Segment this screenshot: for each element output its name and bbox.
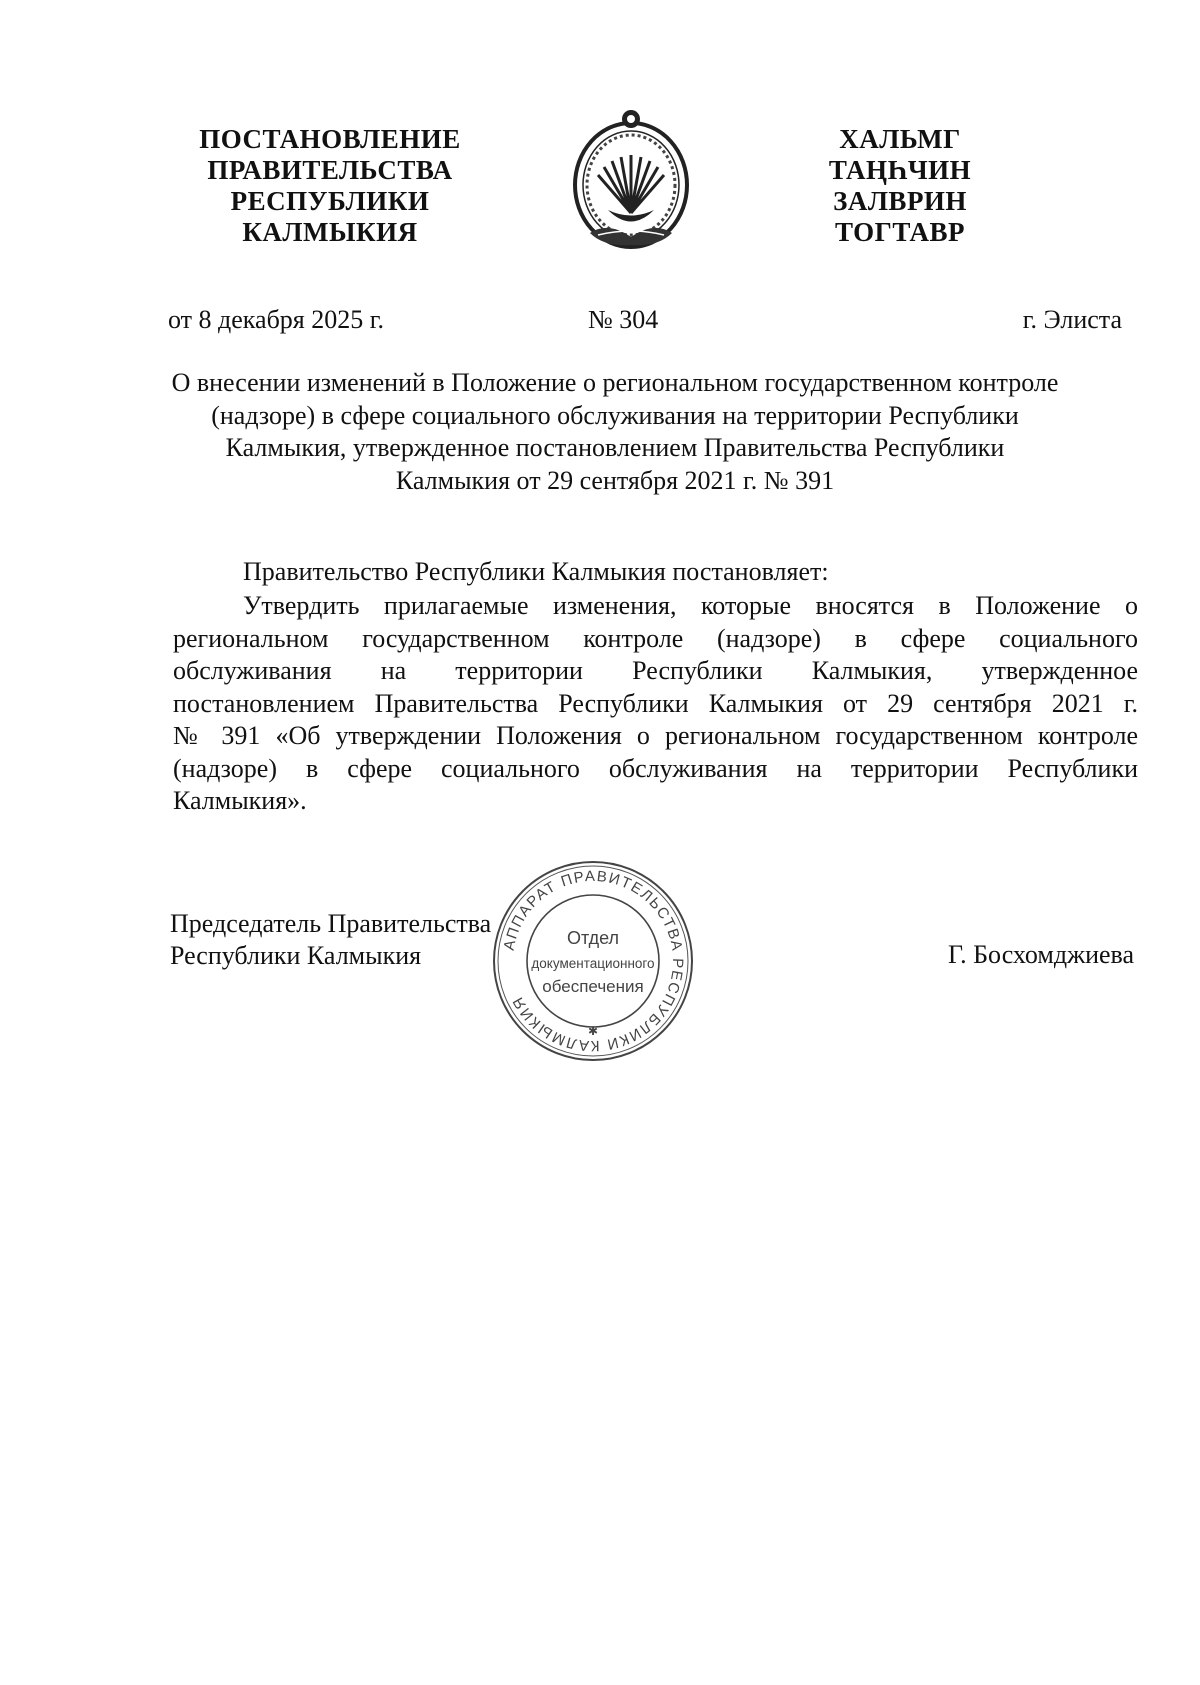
subject-line: О внесении изменений в Положение о региональном государственном контроле: [171, 368, 1059, 397]
header-left-line: РЕСПУБЛИКИ: [230, 186, 430, 216]
official-stamp: [490, 858, 696, 1064]
header-left-line: КАЛМЫКИЯ: [242, 217, 418, 247]
body-line: постановлением Правительства Республики Калмыкия от 29 сентября 2021 г.: [173, 688, 1138, 718]
stamp-ring-text: АППАРАТ ПРАВИТЕЛЬСТВА РЕСПУБЛИКИ КАЛМЫКИЯ: [500, 867, 687, 1055]
header-right-title: [785, 124, 1015, 248]
header-left-title: [180, 124, 480, 248]
document-subject: [160, 367, 1070, 497]
subject-line: Калмыкия от 29 сентября 2021 г. № 391: [395, 465, 835, 495]
body-paragraph: [173, 590, 1138, 818]
body-line-last: Калмыкия».: [173, 786, 307, 815]
kalmykia-coat-of-arms-icon: [568, 105, 694, 255]
header-right-line: ХАЛЬМГ: [839, 124, 961, 154]
header-right-line: ТОГТАВР: [835, 217, 965, 247]
stamp-center-line: документационного: [531, 956, 655, 971]
document-city: г. Элиста: [1022, 305, 1122, 334]
stamp-center-line: обеспечения: [542, 977, 644, 996]
signatory-title: [170, 908, 491, 972]
header-right-line: ТАҢҺЧИН: [828, 155, 972, 185]
signatory-title-line: Республики Калмыкия: [170, 941, 422, 970]
body-intro: Правительство Республики Калмыкия постановляет:: [243, 557, 829, 586]
subject-line: Калмыкия, утвержденное постановлением Правительства Республики: [225, 433, 1005, 462]
body-line: Утвердить прилагаемые изменения, которые вносятся в Положение о: [243, 591, 1138, 620]
document-date: от 8 декабря 2025 г.: [168, 305, 384, 334]
document-number: № 304: [588, 305, 659, 334]
subject-line: (надзоре) в сфере социального обслуживания на территории Республики: [211, 400, 1019, 430]
body-line: (надзоре) в сфере социального обслуживания на территории Республики: [173, 753, 1138, 783]
header-right-line: ЗАЛВРИН: [833, 186, 967, 216]
signatory-title-line: Председатель Правительства: [170, 909, 492, 938]
stamp-star-icon: ✱: [587, 1024, 599, 1038]
body-line: региональном государственном контроле (надзоре) в сфере социального: [173, 623, 1138, 653]
stamp-center-line: Отдел: [566, 928, 620, 948]
header-left-line: ПРАВИТЕЛЬСТВА: [207, 155, 453, 185]
body-line: обслуживания на территории Республики Калмыкия, утвержденное: [173, 656, 1138, 685]
body-line: № 391 «Об утверждении Положения о региональном государственном контроле: [173, 721, 1138, 750]
signatory-name: Г. Босхомджиева: [948, 940, 1134, 969]
header-left-line: ПОСТАНОВЛЕНИЕ: [199, 124, 461, 154]
